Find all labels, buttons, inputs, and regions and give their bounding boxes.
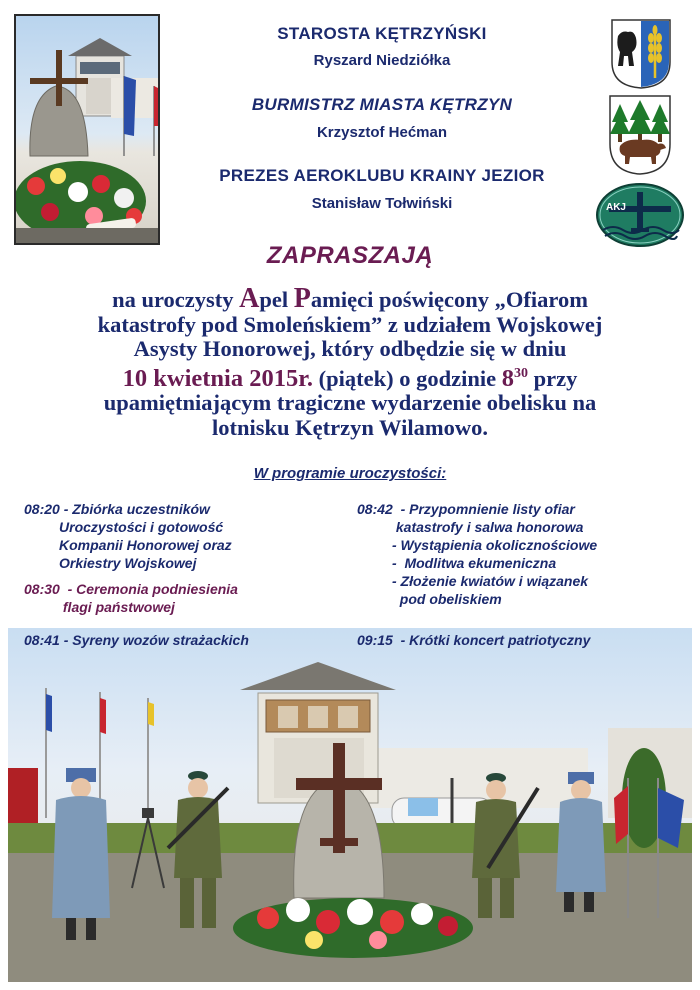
obelisk-photo-illustration <box>16 16 158 243</box>
ceremony-photo <box>8 628 692 982</box>
invitation-line-6: lotnisku Kętrzyn Wilamowo. <box>211 414 489 440</box>
invitation-line-5: upamiętniającym tragiczne wydarzenie obelisku na <box>103 390 597 415</box>
aeroclub-logo-text: AKJ <box>605 202 626 213</box>
obelisk-photo-top <box>14 14 160 245</box>
starosta-title: STAROSTA KĘTRZYŃSKI <box>277 24 487 43</box>
invitation-body <box>20 283 680 440</box>
town-coat-of-arms-logo <box>608 94 672 176</box>
programme-title: W programie uroczystości: <box>253 465 447 482</box>
invitation-line-3: Asysty Honorowej, który odbędzie się w dniu <box>133 336 567 361</box>
county-coat-of-arms-logo <box>610 18 672 90</box>
aeroclub-akj-logo <box>595 182 685 248</box>
invitation-line-1: na uroczysty Apel Pamięci poświęcony „Ofiarom <box>112 283 588 314</box>
programme-item-0841: 08:41 - Syreny wozów strażackich <box>24 632 249 648</box>
prezes-title: PREZES AEROKLUBU KRAINY JEZIOR <box>219 166 545 185</box>
starosta-name: Ryszard Niedziółka <box>313 52 451 69</box>
soldier-airforce-left <box>52 768 110 940</box>
programme-item-0820: 08:20 - Zbiórka uczestników Uroczystości i gotowość Kompanii Honorowej oraz Orkiestry Wojskowej <box>24 501 232 571</box>
invitation-heading: ZAPRASZAJĄ <box>266 242 434 269</box>
programme-item-0842: 08:42 - Przypomnienie listy ofiar katastrofy i salwa honorowa - Wystąpienia okolicznościowe - Modlitwa ekumeniczna - Złożenie kwiatów i wiązanek pod obeliskiem <box>357 501 598 607</box>
event-hour: 8 <box>501 364 514 392</box>
invitation-line-4: 10 kwietnia 2015r. (piątek) o godzinie $8^{30}$ przy <box>122 364 578 392</box>
invitation-line-2: katastrofy pod Smoleńskiem” z udziałem Wojskowej <box>97 311 603 337</box>
event-date: 10 kwietnia 2015r. <box>122 364 313 392</box>
prezes-name: Stanisław Tołwiński <box>311 195 453 212</box>
programme-item-0915: 09:15 - Krótki koncert patriotyczny <box>357 632 591 648</box>
burmistrz-title: BURMISTRZ MIASTA KĘTRZYN <box>251 95 513 114</box>
ceremony-photo-illustration <box>8 628 692 982</box>
burmistrz-name: Krzysztof Hećman <box>316 124 448 141</box>
programme-item-0830: 08:30 - Ceremonia podniesienia flagi państwowej <box>24 581 238 615</box>
